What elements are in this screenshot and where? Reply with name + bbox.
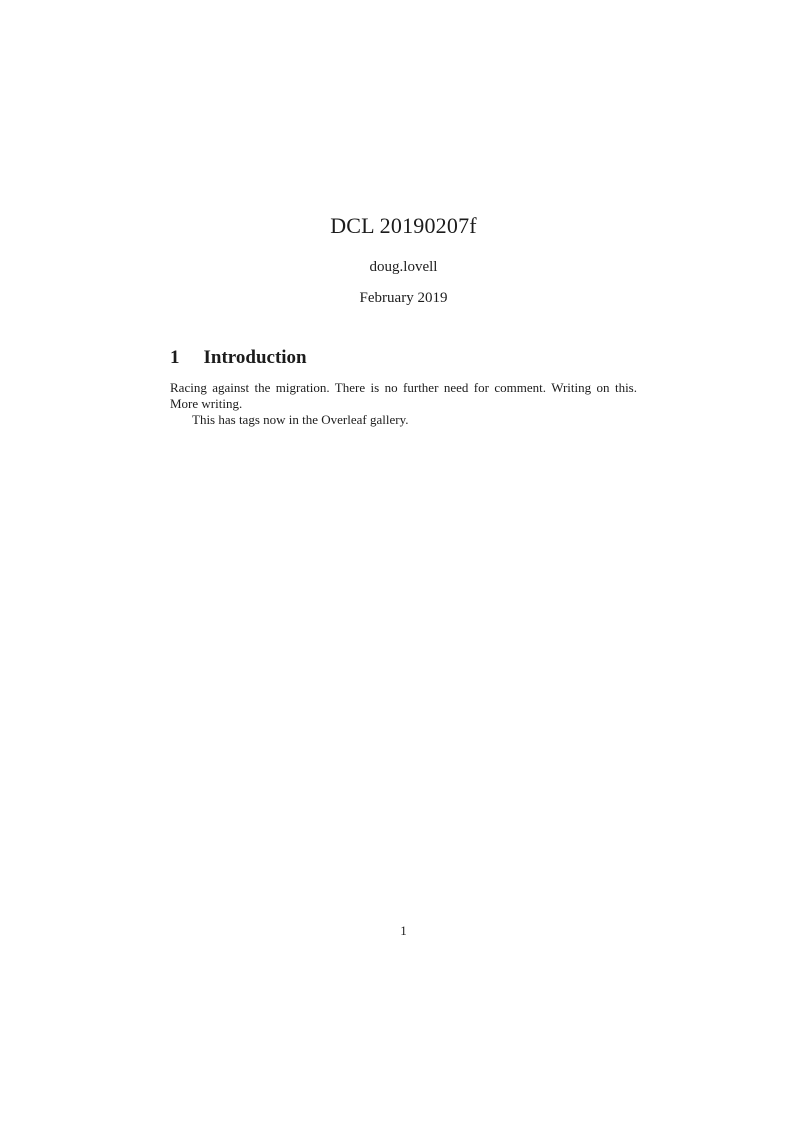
text-block (170, 0, 637, 428)
page-number: 1 (400, 923, 407, 938)
document-author: doug.lovell (369, 259, 438, 275)
paragraph: Racing against the migration. There is no further need for comment. Writing on this. More writing. (170, 380, 637, 411)
document-title: DCL 20190207f (330, 213, 477, 238)
section-title: Introduction (203, 347, 307, 368)
paragraph: This has tags now in the Overleaf gallery. (192, 412, 409, 427)
section-number: 1 (170, 347, 180, 368)
document-date: February 2019 (359, 290, 448, 306)
section-heading (170, 347, 637, 369)
